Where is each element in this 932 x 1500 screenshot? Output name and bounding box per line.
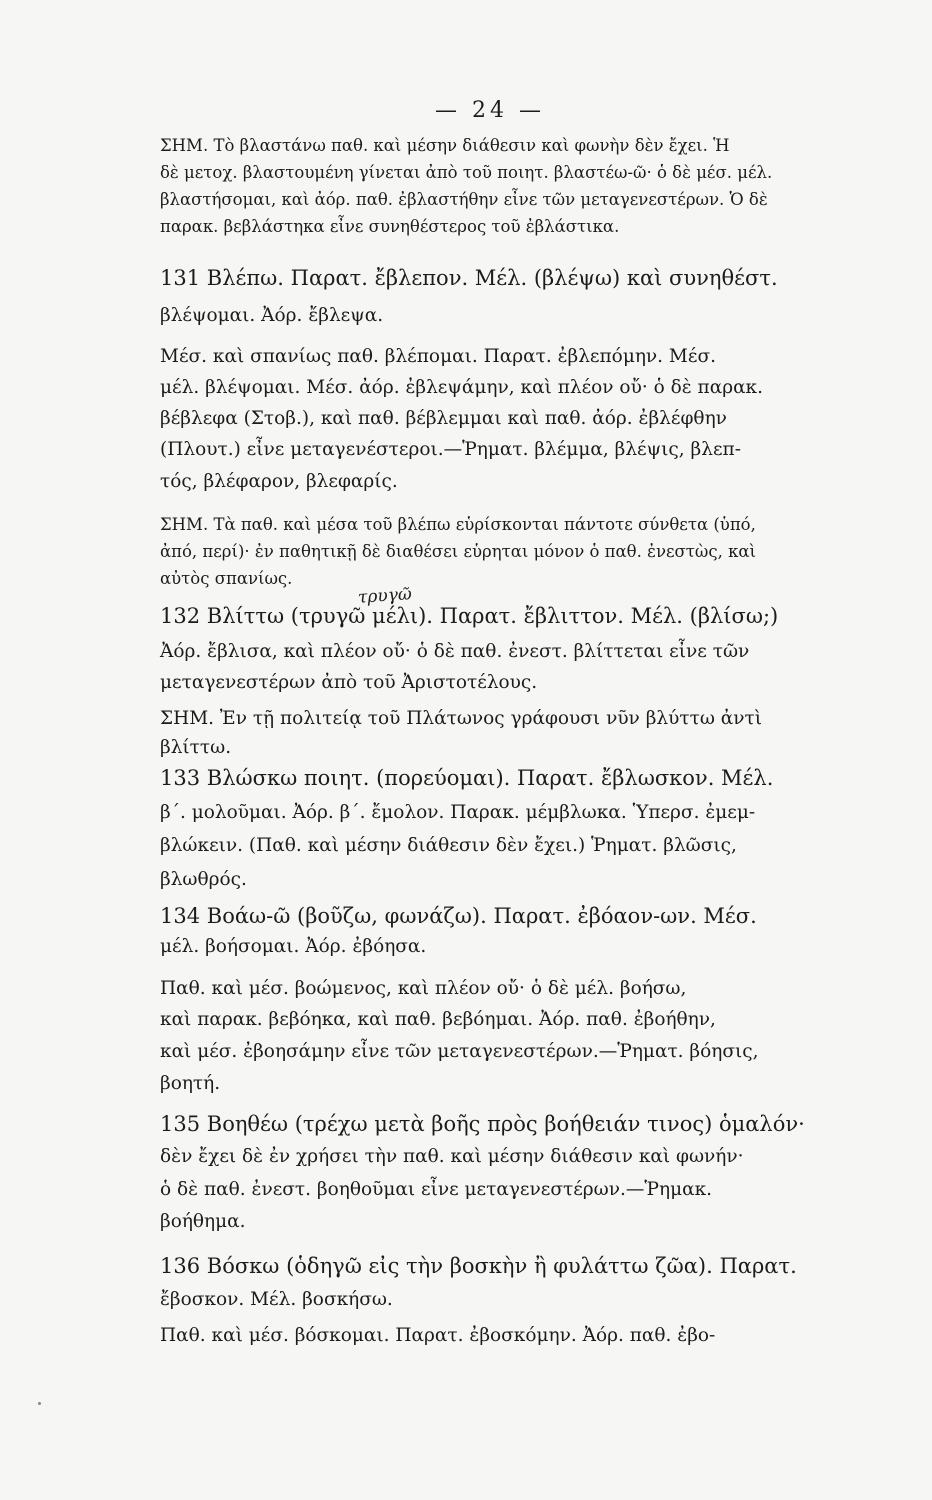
entry-heading-134: 134 Βοάω-ῶ (βοῦζω, φωνάζω). Παρατ. ἐβόαον-ων. Μέσ.: [160, 904, 757, 928]
entry-heading-136: 136 Βόσκω (ὁδηγῶ εἰς τὴν βοσκὴν ἢ φυλάττω ζῶα). Παρατ.: [160, 1254, 797, 1278]
text-line: μεταγενεστέρων ἀπὸ τοῦ Ἀριστοτέλους.: [160, 672, 538, 693]
text-line: Ἀόρ. ἔβλισα, καὶ πλέον οὔ· ὁ δὲ παθ. ἐνεστ. βλίττεται εἶνε τῶν: [160, 641, 750, 662]
entry-heading-135: 135 Βοηθέω (τρέχω μετὰ βοῆς πρὸς βοήθειάν τινος) ὁμαλόν·: [160, 1112, 805, 1136]
text-line: παρακ. βεβλάστηκα εἶνε συνηθέστερος τοῦ ἐβλάστικα.: [160, 217, 620, 236]
entry-heading-133: 133 Βλώσκω ποιητ. (πορεύομαι). Παρατ. ἔβλωσκον. Μέλ.: [160, 766, 774, 790]
text-line: ἔβοσκον. Μέλ. βοσκήσω.: [160, 1289, 393, 1310]
text-line: βλέψομαι. Ἀόρ. ἔβλεψα.: [160, 305, 384, 326]
entry-heading-131: 131 Βλέπω. Παρατ. ἔβλεπον. Μέλ. (βλέψω) καὶ συνηθέστ.: [160, 266, 778, 290]
text-line: Παθ. καὶ μέσ. βόσκομαι. Παρατ. ἐβοσκόμην. Ἀόρ. παθ. ἐβο-: [160, 1325, 716, 1346]
text-line: καὶ παρακ. βεβόηκα, καὶ παθ. βεβόημαι. Ἀόρ. παθ. ἐβοήθην,: [160, 1009, 716, 1030]
text-line: μέλ. βοήσομαι. Ἀόρ. ἐβόησα.: [160, 936, 427, 957]
text-line: βλώκειν. (Παθ. καὶ μέσην διάθεσιν δὲν ἔχει.) Ῥηματ. βλῶσις,: [160, 835, 737, 856]
page-number: — 24 —: [435, 98, 545, 123]
text-line: αὐτὸς σπανίως.: [160, 569, 293, 588]
text-line: βλωθρός.: [160, 869, 247, 890]
paper-speck: [38, 1402, 41, 1405]
text-line: ΣΗΜ. Τὰ παθ. καὶ μέσα τοῦ βλέπω εὑρίσκονται πάντοτε σύνθετα (ὑπό,: [160, 515, 756, 534]
text-line: ὁ δὲ παθ. ἐνεστ. βοηθοῦμαι εἶνε μεταγενεστέρων.—Ῥημακ.: [160, 1179, 713, 1200]
text-line: βέβλεφα (Στοβ.), καὶ παθ. βέβλεμμαι καὶ παθ. ἀόρ. ἐβλέφθην: [160, 408, 727, 429]
text-line: (Πλουτ.) εἶνε μεταγενέστεροι.—Ῥηματ. βλέμμα, βλέψις, βλεπ-: [160, 439, 741, 460]
text-line: β΄. μολοῦμαι. Ἀόρ. β΄. ἔμολον. Παρακ. μέμβλωκα. Ὑπερσ. ἐμεμ-: [160, 802, 756, 823]
text-line: καὶ μέσ. ἐβοησάμην εἶνε τῶν μεταγενεστέρων.—Ῥηματ. βόησις,: [160, 1041, 759, 1062]
text-line: βλίττω.: [160, 737, 232, 758]
text-line: δὲ μετοχ. βλαστουμένη γίνεται ἀπὸ τοῦ ποιητ. βλαστέω-ῶ· ὁ δὲ μέσ. μέλ.: [160, 163, 773, 182]
text-line: βοητή.: [160, 1073, 221, 1094]
text-line: ἀπό, περί)· ἐν παθητικῇ δὲ διαθέσει εὑρηται μόνον ὁ παθ. ἐνεστὼς, καὶ: [160, 542, 757, 561]
text-line: τός, βλέφαρον, βλεφαρίς.: [160, 471, 398, 492]
text-line: μέλ. βλέψομαι. Μέσ. ἀόρ. ἐβλεψάμην, καὶ πλέον οὔ· ὁ δὲ παρακ.: [160, 377, 764, 398]
text-line: βοήθημα.: [160, 1211, 246, 1232]
text-line: ΣΗΜ. Τὸ βλαστάνω παθ. καὶ μέσην διάθεσιν καὶ φωνὴν δὲν ἔχει. Ἡ: [160, 136, 730, 155]
text-line: ΣΗΜ. Ἐν τῇ πολιτείᾳ τοῦ Πλάτωνος γράφουσι νῦν βλύττω ἀντὶ: [160, 708, 763, 729]
text-line: δὲν ἔχει δὲ ἐν χρήσει τὴν παθ. καὶ μέσην διάθεσιν καὶ φωνήν·: [160, 1146, 744, 1167]
entry-heading-132: 132 Βλίττω (τρυγῶ μέλι). Παρατ. ἔβλιττον. Μέλ. (βλίσω;): [160, 604, 779, 628]
text-line: Παθ. καὶ μέσ. βοώμενος, καὶ πλέον οὔ· ὁ δὲ μέλ. βοήσω,: [160, 978, 687, 999]
text-line: Μέσ. καὶ σπανίως παθ. βλέπομαι. Παρατ. ἐβλεπόμην. Μέσ.: [160, 346, 716, 367]
handwritten-correction: τρυγῶ: [357, 584, 413, 608]
text-line: βλαστήσομαι, καὶ ἀόρ. παθ. ἐβλαστήθην εἶνε τῶν μεταγενεστέρων. Ὁ δὲ: [160, 190, 768, 209]
